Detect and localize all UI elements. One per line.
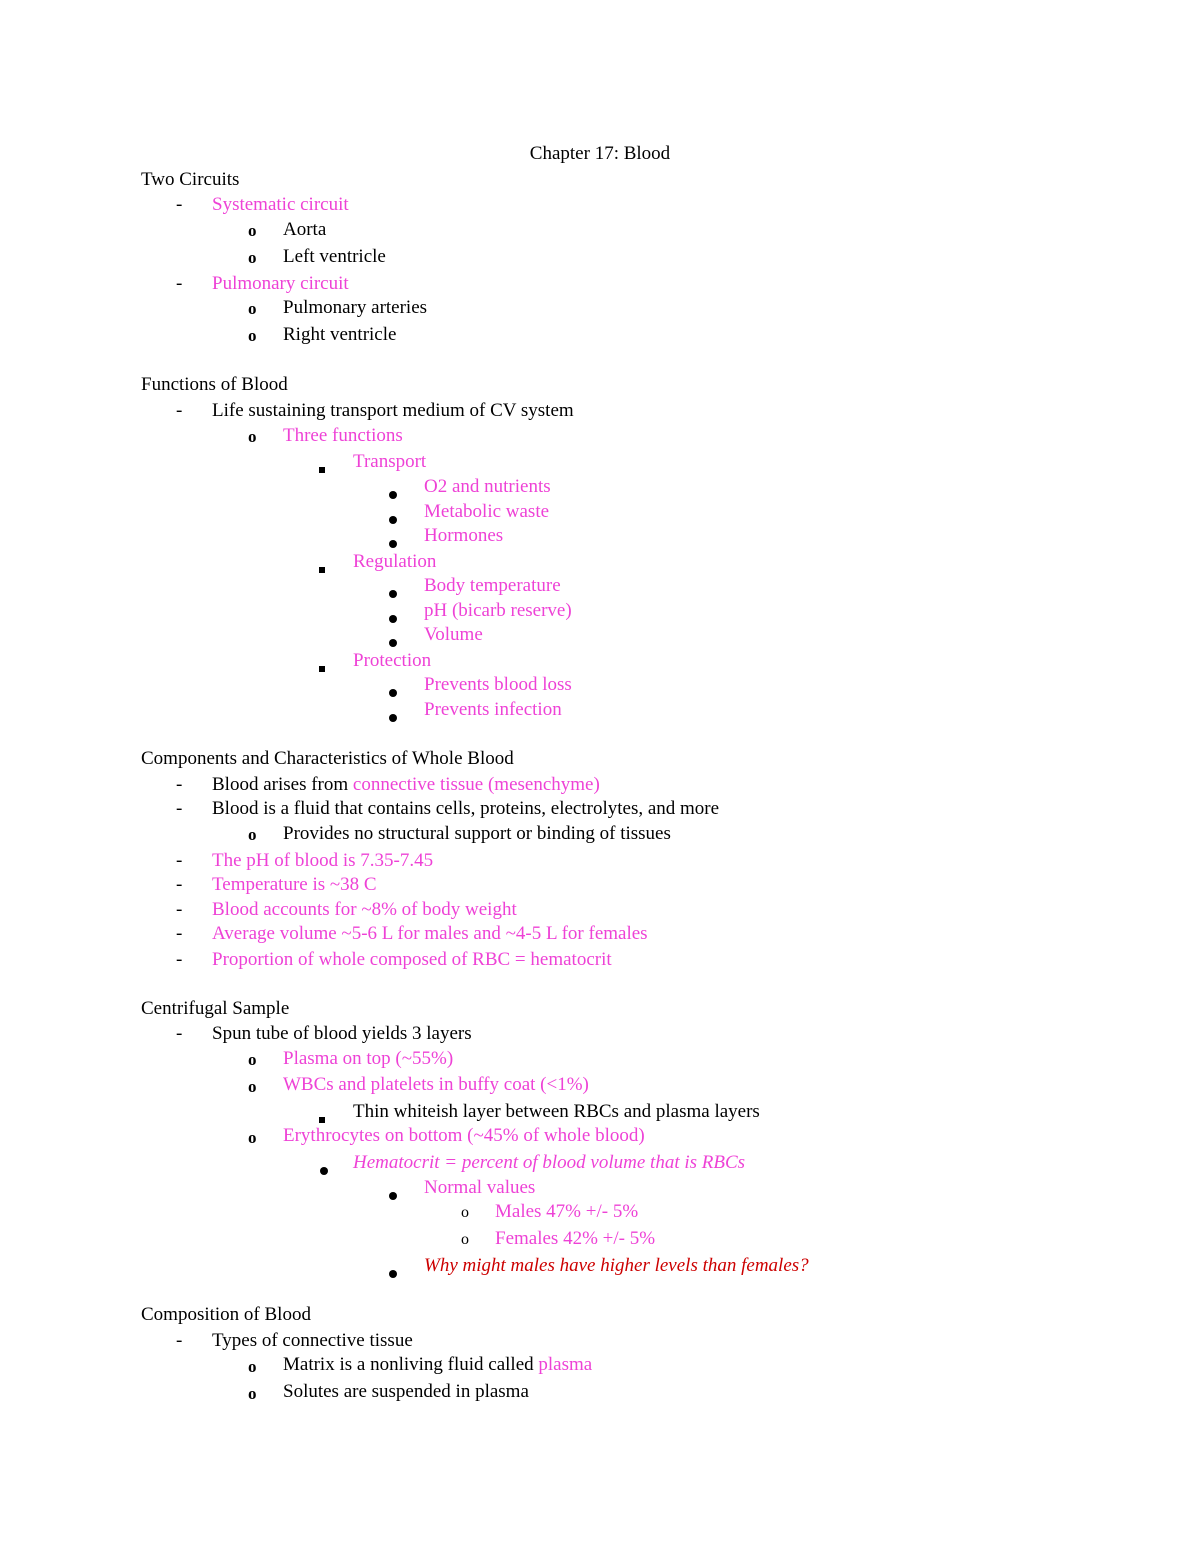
list-item: The pH of blood is 7.35-7.45 — [212, 850, 434, 871]
list-item: Pulmonary arteries — [283, 297, 428, 318]
dash-bullet: - — [176, 874, 183, 895]
list-item: Provides no structural support or binding of tissues — [283, 823, 671, 844]
dash-bullet: - — [176, 273, 183, 294]
section-heading-components: Components and Characteristics of Whole Blood — [141, 748, 514, 769]
list-item: Females 42% +/- 5% — [495, 1228, 656, 1249]
list-item: Erythrocytes on bottom (~45% of whole blood) — [283, 1125, 645, 1146]
dash-bullet: - — [176, 400, 183, 421]
dot-bullet — [389, 508, 397, 530]
list-item: Normal values — [424, 1177, 536, 1198]
square-bullet — [319, 457, 325, 479]
list-item: Plasma on top (~55%) — [283, 1048, 454, 1069]
list-item: Pulmonary circuit — [212, 273, 349, 294]
list-item: Thin whiteish layer between RBCs and plasma layers — [353, 1101, 760, 1122]
square-bullet — [319, 656, 325, 678]
dash-bullet: - — [176, 1330, 183, 1351]
discussion-question: Why might males have higher levels than females? — [424, 1255, 809, 1276]
list-item: Volume — [424, 624, 483, 645]
list-item: O2 and nutrients — [424, 476, 551, 497]
dot-bullet — [389, 681, 397, 703]
circle-bullet: o — [248, 1050, 257, 1069]
list-item: Blood accounts for ~8% of body weight — [212, 899, 517, 920]
list-item: Protection — [353, 650, 432, 671]
circle-bullet: o — [248, 1077, 257, 1096]
dot-bullet — [389, 607, 397, 629]
list-item: pH (bicarb reserve) — [424, 600, 572, 621]
dot-bullet — [389, 1184, 397, 1206]
highlight-text: connective tissue (mesenchyme) — [352, 774, 600, 795]
list-item: Transport — [353, 451, 427, 472]
list-item: Three functions — [283, 425, 403, 446]
circle-bullet: o — [248, 248, 257, 267]
circle-bullet: o — [248, 1128, 257, 1147]
list-item: Life sustaining transport medium of CV system — [212, 400, 574, 421]
section-heading-functions: Functions of Blood — [141, 374, 288, 395]
dash-bullet: - — [176, 923, 183, 944]
dot-bullet — [389, 706, 397, 728]
circle-bullet: o — [248, 1384, 257, 1403]
dot-bullet — [320, 1159, 328, 1181]
list-item: Proportion of whole composed of RBC = hematocrit — [212, 949, 612, 970]
dash-bullet: - — [176, 194, 183, 215]
list-item: Right ventricle — [283, 324, 397, 345]
list-item: WBCs and platelets in buffy coat (<1%) — [283, 1074, 589, 1095]
circle-bullet: o — [248, 299, 257, 318]
list-item: Body temperature — [424, 575, 561, 596]
list-item: Hormones — [424, 525, 504, 546]
circle-bullet: o — [461, 1231, 469, 1248]
text-run: Matrix is a nonliving fluid called — [283, 1354, 539, 1375]
list-item: Average volume ~5-6 L for males and ~4-5 L for females — [212, 923, 648, 944]
list-item — [283, 1354, 592, 1376]
section-heading-composition: Composition of Blood — [141, 1304, 311, 1325]
list-item: Temperature is ~38 C — [212, 874, 377, 895]
dot-bullet — [389, 1262, 397, 1284]
list-item: Aorta — [283, 219, 327, 240]
list-item: Males 47% +/- 5% — [495, 1201, 639, 1222]
page-title: Chapter 17: Blood — [529, 143, 671, 164]
dash-bullet: - — [176, 899, 183, 920]
dot-bullet — [389, 582, 397, 604]
list-item: Types of connective tissue — [212, 1330, 413, 1351]
circle-bullet: o — [248, 427, 257, 446]
list-item: Hematocrit = percent of blood volume that is RBCs — [353, 1152, 746, 1173]
circle-bullet: o — [248, 326, 257, 345]
list-item: Regulation — [353, 551, 437, 572]
list-item: Solutes are suspended in plasma — [283, 1381, 529, 1402]
dot-bullet — [389, 483, 397, 505]
section-heading-centrifugal: Centrifugal Sample — [141, 998, 290, 1019]
list-item: Blood is a fluid that contains cells, proteins, electrolytes, and more — [212, 798, 720, 819]
dash-bullet: - — [176, 850, 183, 871]
list-item — [212, 774, 600, 796]
list-item: Metabolic waste — [424, 501, 550, 522]
list-item: Spun tube of blood yields 3 layers — [212, 1023, 472, 1044]
dash-bullet: - — [176, 1023, 183, 1044]
circle-bullet: o — [461, 1204, 469, 1221]
dash-bullet: - — [176, 949, 183, 970]
list-item: Prevents blood loss — [424, 674, 572, 695]
square-bullet — [319, 557, 325, 579]
list-item: Left ventricle — [283, 246, 386, 267]
circle-bullet: o — [248, 1357, 257, 1376]
dash-bullet: - — [176, 798, 183, 819]
circle-bullet: o — [248, 825, 257, 844]
dash-bullet: - — [176, 774, 183, 795]
list-item: Prevents infection — [424, 699, 562, 720]
highlight-text: plasma — [538, 1354, 593, 1375]
text-run: Blood arises from — [212, 774, 353, 795]
list-item: Systematic circuit — [212, 194, 349, 215]
circle-bullet: o — [248, 221, 257, 240]
section-heading-two-circuits: Two Circuits — [141, 169, 240, 190]
